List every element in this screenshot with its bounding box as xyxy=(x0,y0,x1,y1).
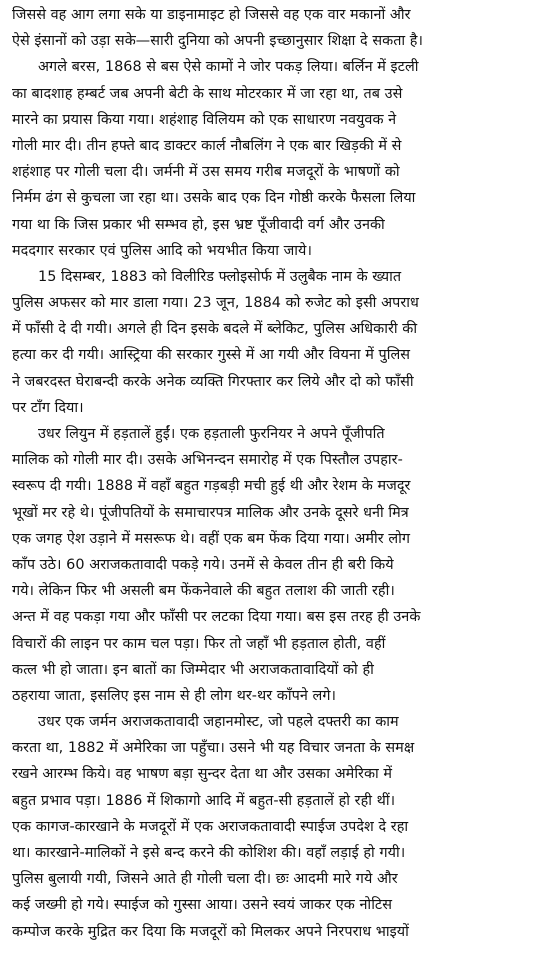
text-line: शहंशाह पर गोली चला दी। जर्मनी में उस समय गरीब मजदूरों के भाषणों को xyxy=(12,164,400,181)
text-line: था। कारखाने-मालिकों ने इसे बन्द करने की कोशिश की। वहाँ लड़ाई हो गयी। xyxy=(12,845,406,861)
text-line: एक जगह ऐश उड़ाने में मसरूफ थे। वहीं एक बम फेंक दिया गया। अमीर लोग xyxy=(12,530,411,547)
text-line: मददगार सरकार एवं पुलिस आदि को भयभीत किया जाये। xyxy=(12,242,312,259)
text-line: कई जख्मी हो गये। स्पाईज को गुस्सा आया। उसने स्वयं जाकर एक नोटिस xyxy=(12,897,393,914)
text-line: काँप उठे। 60 अराजकतावादी पकड़े गये। उनमें से केवल तीन ही बरी किये xyxy=(12,556,394,573)
text-line: ने जबरदस्त घेराबन्दी करके अनेक व्यक्ति गिरफ्तार कर लिये और दो को फाँसी xyxy=(12,373,414,390)
text-line: बहुत प्रभाव पड़ा। 1886 में शिकागो आदि में बहुत-सी हड़तालें हो रही थीं। xyxy=(12,792,396,809)
paragraph-start-line: उधर एक जर्मन अराजकतावादी जहानमोस्ट, जो पहले दफ्तरी का काम xyxy=(38,714,399,731)
text-line: पर टाँग दिया। xyxy=(12,399,84,416)
text-line: स्वरूप दी गयी। 1888 में वहाँ बहुत गड़बड़ी मची हुई थी और रेशम के मजदूर xyxy=(12,478,411,495)
paragraph-start-line: अगले बरस, 1868 से बस ऐसे कामों ने जोर पकड़ लिया। बर्लिन में इटली xyxy=(38,59,419,76)
text-line: कत्ल भी हो जाता। इन बातों का जिम्मेदार भी अराजकतावादियों को ही xyxy=(12,661,374,678)
text-line: निर्मम ढंग से कुचला जा रहा था। उसके बाद एक दिन गोष्ठी करके फैसला लिया xyxy=(12,190,416,207)
text-line: ठहराया जाता, इसलिए इस नाम से ही लोग थर-थर काँपने लगे। xyxy=(12,687,336,704)
text-line: पुलिस बुलायी गयी, जिसने आते ही गोली चला दी। छः आदमी मारे गये और xyxy=(12,871,398,888)
text-line: अन्त में वह पकड़ा गया और फाँसी पर लटका दिया गया। बस इस तरह ही उनके xyxy=(12,609,421,626)
text-line: करता था, 1882 में अमेरिका जा पहुँचा। उसने भी यह विचार जनता के समक्ष xyxy=(12,740,415,757)
text-line: मालिक को गोली मार दी। उसके अभिनन्दन समारोह में एक पिस्तौल उपहार- xyxy=(12,452,403,469)
text-line: मारने का प्रयास किया गया। शहंशाह विलियम को एक साधारण नवयुवक ने xyxy=(12,111,397,128)
text-line: गया था कि जिस प्रकार भी सम्भव हो, इस भ्रष्ट पूँजीवादी वर्ग और उनकी xyxy=(12,216,385,233)
text-line: जिससे वह आग लगा सके या डाइनामाइट हो जिससे वह एक वार मकानों और xyxy=(12,7,411,23)
text-line: पुलिस अफसर को मार डाला गया। 23 जून, 1884 को रुजेट को इसी अपराध xyxy=(12,295,419,312)
text-line: विचारों की लाइन पर काम चल पड़ा। फिर तो जहाँ भी हड़ताल होती, वहीं xyxy=(12,635,386,652)
text-line: में फाँसी दे दी गयी। अगले ही दिन इसके बदले में ब्लेकिट, पुलिस अधिकारी की xyxy=(12,321,418,338)
text-line: गोली मार दी। तीन हफ्ते बाद डाक्टर कार्ल नौबलिंग ने एक बार खिड़की में से xyxy=(12,137,402,154)
text-line: गये। लेकिन फिर भी असली बम फेंकनेवाले की बहुत तलाश की जाती रही। xyxy=(12,583,395,600)
text-line: भूखों मर रहे थे। पूंजीपतियों के समाचारपत्र मालिक और उनके दूसरे धनी मित्र xyxy=(12,504,409,521)
text-line: एक कागज-कारखाने के मजदूरों में एक अराजकतावादी स्पाईज उपदेश दे रहा xyxy=(12,818,409,835)
text-line: का बादशाह हम्बर्ट जब अपनी बेटी के साथ मोटरकार में जा रहा था, तब उसे xyxy=(12,85,403,102)
text-line: रखने आरम्भ किये। वह भाषण बड़ा सुन्दर देता था और उसका अमेरिका में xyxy=(12,766,393,783)
text-line: हत्या कर दी गयी। आस्ट्रिया की सरकार गुस्से में आ गयी और वियना में पुलिस xyxy=(12,347,411,364)
paragraph-start-line: 15 दिसम्बर, 1883 को विलीरिड फ्लोइसोर्फ में उलुबैक नाम के ख्यात xyxy=(38,268,402,285)
text-line: कम्पोज करके मुद्रित कर दिया कि मजदूरों को मिलकर अपने निरपराध भाइयों xyxy=(12,923,409,940)
paragraph-start-line: उधर लियुन में हड़तालें हुईं। एक हड़ताली फुरनियर ने अपने पूँजीपति xyxy=(38,426,385,442)
text-line: ऐसे इंसानों को उड़ा सके—सारी दुनिया को अपनी इच्छानुसार शिक्षा दे सकता है। xyxy=(12,33,423,50)
